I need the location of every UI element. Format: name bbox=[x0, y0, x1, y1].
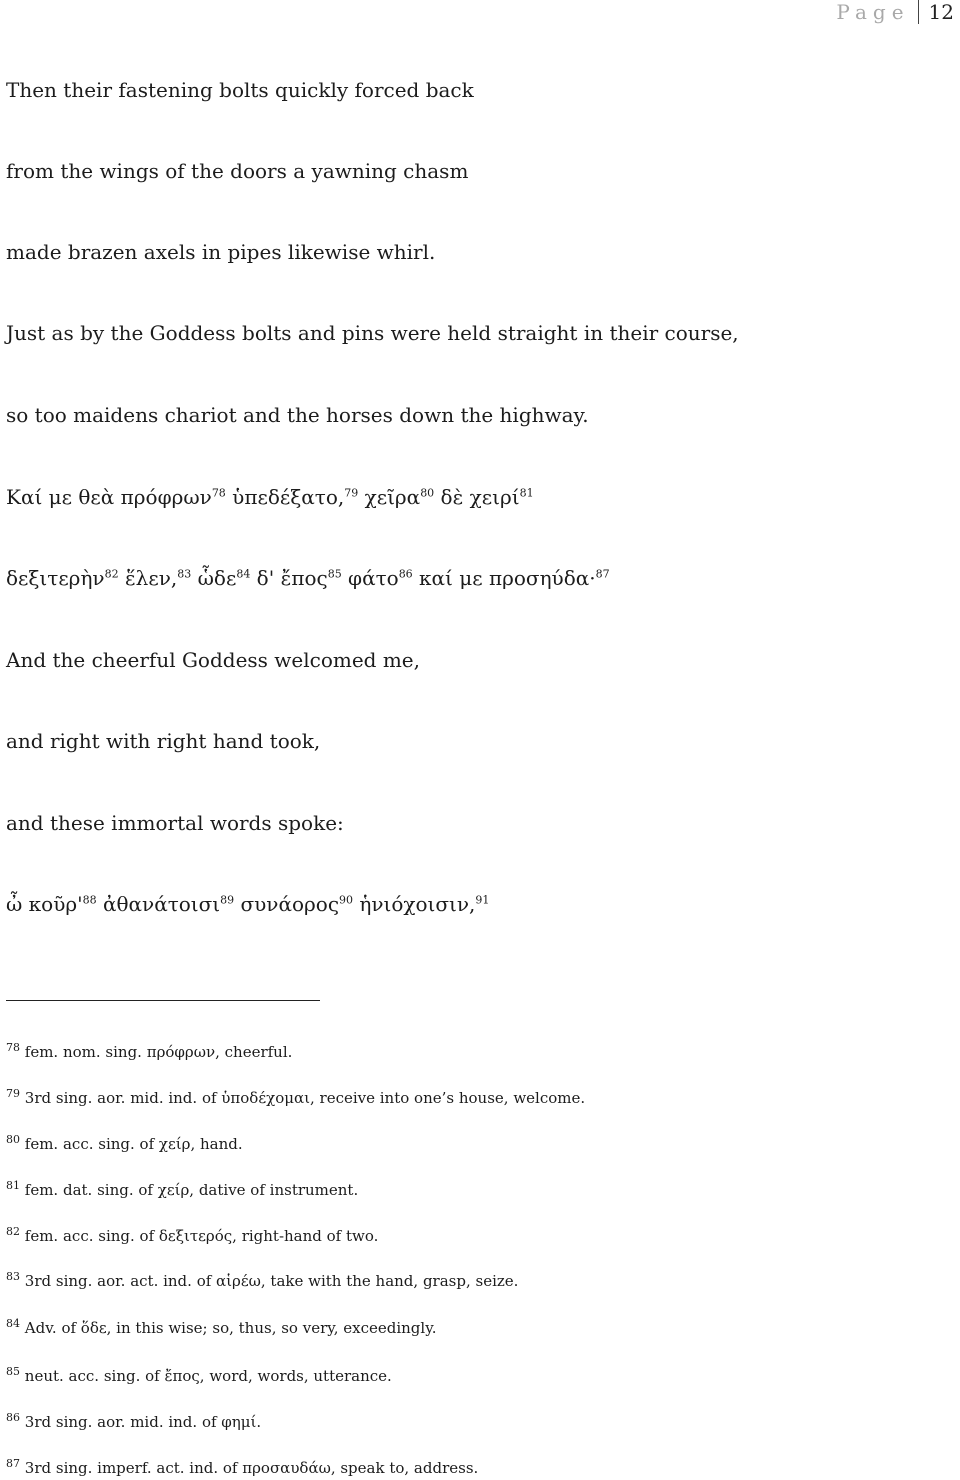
greek-word: χεῖρα bbox=[358, 485, 421, 509]
english-line-7: and right with right hand took, bbox=[6, 729, 321, 753]
english-line-2: from the wings of the doors a yawning chasm bbox=[6, 159, 469, 183]
footnote-84 bbox=[6, 1318, 436, 1338]
greek-word: Καί με θεὰ πρόφρων bbox=[6, 485, 212, 509]
footnote-number: 79 bbox=[6, 1087, 20, 1100]
footnote-83 bbox=[6, 1271, 518, 1291]
footnote-ref[interactable]: 79 bbox=[344, 486, 359, 500]
greek-word: φάτο bbox=[341, 566, 399, 590]
footnote-text: neut. acc. sing. of ἔπος, word, words, utterance. bbox=[24, 1367, 392, 1385]
english-line-5: so too maidens chariot and the horses down the highway. bbox=[6, 403, 589, 427]
english-line-6: And the cheerful Goddess welcomed me, bbox=[6, 648, 421, 672]
english-line-3: made brazen axels in pipes likewise whirl. bbox=[6, 240, 436, 264]
greek-word: δ' ἔπος bbox=[250, 566, 328, 590]
greek-word: ὑπεδέξατο, bbox=[225, 485, 345, 509]
footnote-82 bbox=[6, 1226, 378, 1246]
footnote-text: fem. dat. sing. of χείρ, dative of instrument. bbox=[24, 1181, 359, 1199]
footnote-79 bbox=[6, 1088, 585, 1108]
footnote-ref[interactable]: 90 bbox=[339, 893, 354, 907]
greek-word: συνάορος bbox=[234, 892, 340, 916]
footnote-ref[interactable]: 87 bbox=[595, 567, 610, 581]
footnote-text: 3rd sing. aor. mid. ind. of ὑποδέχομαι, receive into one’s house, welcome. bbox=[24, 1089, 586, 1107]
footnote-number: 81 bbox=[6, 1179, 20, 1192]
english-line-4: Just as by the Goddess bolts and pins were held straight in their course, bbox=[6, 321, 739, 345]
footnote-ref[interactable]: 89 bbox=[220, 893, 235, 907]
header-divider bbox=[918, 0, 919, 24]
greek-line-2 bbox=[6, 566, 610, 590]
greek-word: ἕλεν, bbox=[118, 566, 178, 590]
greek-word: ἀθανάτοισι bbox=[96, 892, 221, 916]
footnote-text: fem. acc. sing. of δεξιτερός, right-hand of two. bbox=[24, 1227, 379, 1245]
footnote-ref[interactable]: 88 bbox=[82, 893, 97, 907]
footnote-78 bbox=[6, 1042, 292, 1062]
footnote-ref[interactable]: 81 bbox=[519, 486, 534, 500]
footnote-number: 87 bbox=[6, 1457, 20, 1470]
page-header bbox=[836, 0, 954, 24]
footnote-ref[interactable]: 91 bbox=[475, 893, 490, 907]
footnote-85 bbox=[6, 1366, 392, 1386]
footnote-text: fem. nom. sing. πρόφρων, cheerful. bbox=[24, 1043, 293, 1061]
footnote-ref[interactable]: 86 bbox=[398, 567, 413, 581]
greek-word: δὲ χειρί bbox=[434, 485, 520, 509]
greek-word: ὦ κοῦρ' bbox=[6, 892, 83, 916]
english-line-8: and these immortal words spoke: bbox=[6, 811, 344, 835]
greek-word: καί με προσηύδα· bbox=[412, 566, 596, 590]
footnote-text: 3rd sing. aor. act. ind. of αἱρέω, take with the hand, grasp, seize. bbox=[24, 1272, 519, 1290]
footnote-87 bbox=[6, 1458, 478, 1478]
greek-word: ἡνιόχοισιν, bbox=[353, 892, 476, 916]
footnote-number: 84 bbox=[6, 1317, 20, 1330]
page-label: Page bbox=[836, 0, 910, 24]
footnote-number: 83 bbox=[6, 1270, 20, 1283]
greek-word: δεξιτερὴν bbox=[6, 566, 105, 590]
footnote-text: 3rd sing. imperf. act. ind. of προσαυδάω, speak to, address. bbox=[24, 1459, 479, 1477]
footnote-ref[interactable]: 85 bbox=[327, 567, 342, 581]
footnote-ref[interactable]: 80 bbox=[420, 486, 435, 500]
english-line-1: Then their fastening bolts quickly forced back bbox=[6, 78, 474, 102]
footnote-separator bbox=[6, 1000, 320, 1001]
greek-word: ὧδε bbox=[191, 566, 237, 590]
footnote-81 bbox=[6, 1180, 358, 1200]
footnote-text: Adv. of ὅδε, in this wise; so, thus, so very, exceedingly. bbox=[24, 1319, 437, 1337]
footnote-86 bbox=[6, 1412, 261, 1432]
footnote-ref[interactable]: 83 bbox=[177, 567, 192, 581]
footnote-80 bbox=[6, 1134, 243, 1154]
footnote-ref[interactable]: 84 bbox=[236, 567, 251, 581]
footnote-ref[interactable]: 78 bbox=[211, 486, 226, 500]
greek-line-1 bbox=[6, 485, 534, 509]
footnote-number: 86 bbox=[6, 1411, 20, 1424]
footnote-text: 3rd sing. aor. mid. ind. of φημί. bbox=[24, 1413, 262, 1431]
page-number: 12 bbox=[928, 0, 954, 24]
footnote-number: 78 bbox=[6, 1041, 20, 1054]
greek-line-3 bbox=[6, 892, 489, 916]
footnote-number: 82 bbox=[6, 1225, 20, 1238]
footnote-number: 85 bbox=[6, 1365, 20, 1378]
footnote-ref[interactable]: 82 bbox=[104, 567, 119, 581]
footnote-number: 80 bbox=[6, 1133, 20, 1146]
footnote-text: fem. acc. sing. of χείρ, hand. bbox=[24, 1135, 243, 1153]
